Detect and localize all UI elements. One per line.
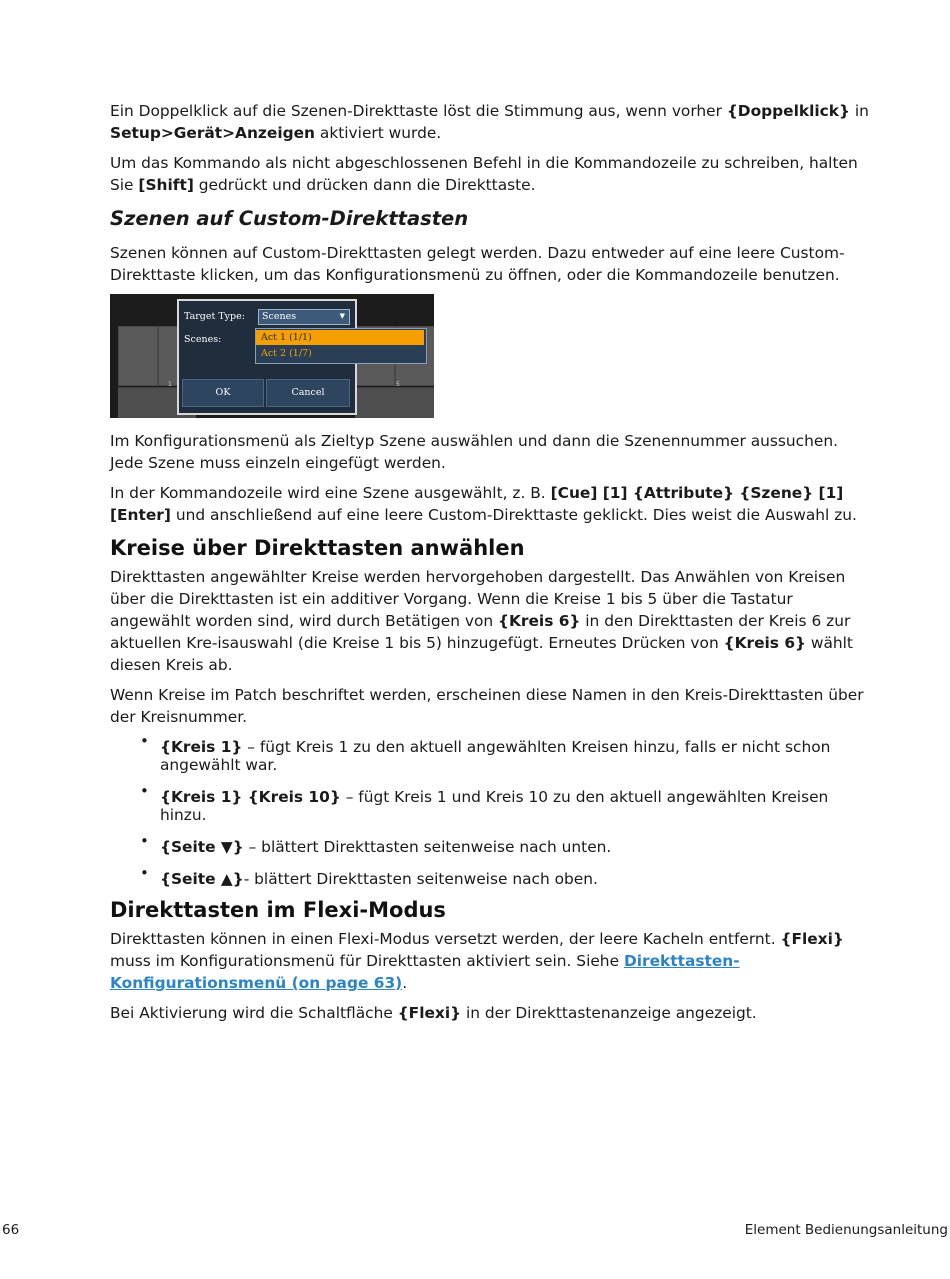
- paragraph-shift: Um das Kommando als nicht abgeschlossenen Befehl in die Kommandozeile zu schreiben, halten Sie [Shift] gedrückt und drücken dann die Direkttaste.: [110, 154, 858, 194]
- paragraph-patch-labels: Wenn Kreise im Patch beschriftet werden, erscheinen diese Namen in den Kreis-Direkttasten über der Kreisnummer.: [110, 686, 864, 726]
- list-item: • {Kreis 1} – fügt Kreis 1 zu den aktuell angewählten Kreisen hinzu, falls er nicht schon angewählt war.: [140, 732, 831, 774]
- heading-select-channels: Kreise über Direkttasten anwählen: [110, 536, 525, 560]
- tile-number: 5: [396, 381, 400, 388]
- bullet-icon: •: [140, 732, 149, 750]
- page-content: [110, 100, 874, 1032]
- tile: [118, 326, 158, 386]
- list-item: • {Seite ▼} – blättert Direkttasten seitenweise nach unten.: [140, 832, 612, 856]
- dropdown-caret-icon: ▼: [339, 312, 345, 320]
- list-item: • {Seite ▲}- blättert Direkttasten seitenweise nach oben.: [140, 864, 598, 888]
- heading-flexi-mode: Direkttasten im Flexi-Modus: [110, 898, 446, 922]
- examples-list: [110, 732, 874, 888]
- scene-option-act-2[interactable]: Act 2 (1/7): [261, 348, 312, 359]
- scenes-label: Scenes:: [184, 334, 222, 345]
- target-type-value: Scenes: [262, 311, 297, 322]
- bullet-icon: •: [140, 832, 149, 850]
- document-title: Element Bedienungsanleitung: [744, 1222, 948, 1238]
- paragraph-flexi: Direkttasten können in einen Flexi-Modus versetzt werden, der leere Kacheln entfernt. {Flexi} muss im Konfigurationsmenü für Direkttasten aktiviert sein. Siehe Direkttasten-Konfigurationsmenü (on page 63).: [110, 930, 844, 992]
- paragraph-custom-intro: Szenen können auf Custom-Direkttasten gelegt werden. Dazu entweder auf eine leere Custom-Direkttaste klicken, um das Konfigurationsmenü zu öffnen, oder die Kommandozeile benutzen.: [110, 244, 845, 284]
- config-menu-link[interactable]: Direkttasten-Konfigurationsmenü (on page 63): [110, 952, 740, 992]
- tile: [355, 387, 434, 418]
- target-type-select[interactable]: [258, 309, 350, 325]
- paragraph-config-menu: Im Konfigurationsmenü als Zieltyp Szene auswählen und dann die Szenennummer aussuchen. Jede Szene muss einzeln eingefügt werden.: [110, 432, 839, 472]
- paragraph-channel-selection: Direkttasten angewählter Kreise werden hervorgehoben dargestellt. Das Anwählen von Kreisen über die Direkttasten ist ein additiver Vorgang. Wenn die Kreise 1 bis 5 über die Tastatur angewählt worden sind, wird durch Betätigen von {Kreis 6} in den Direkttasten der Kreis 6 zur aktuellen Kre-isauswahl (die Kreise 1 bis 5) hinzugefügt. Erneutes Drücken von {Kreis 6} wählt diesen Kreis ab.: [110, 568, 853, 674]
- paragraph-doubleclick: Ein Doppelklick auf die Szenen-Direkttaste löst die Stimmung aus, wenn vorher {Doppelklick} in Setup>Gerät>Anzeigen aktiviert wurde.: [110, 102, 869, 142]
- tile-number: 1: [168, 381, 172, 388]
- heading-custom-direct-selects: Szenen auf Custom-Direkttasten: [110, 207, 469, 230]
- paragraph-flexi-button: Bei Aktivierung wird die Schaltfläche {Flexi} in der Direkttastenanzeige angezeigt.: [110, 1004, 757, 1022]
- config-menu-screenshot: [110, 294, 434, 418]
- list-item: • {Kreis 1} {Kreis 10} – fügt Kreis 1 und Kreis 10 zu den aktuell angewählten Kreisen hinzu.: [140, 782, 829, 824]
- scenes-dropdown-list: [255, 328, 427, 364]
- target-type-label: Target Type:: [184, 311, 245, 322]
- paragraph-command-line: In der Kommandozeile wird eine Szene ausgewählt, z. B. [Cue] [1] {Attribute} {Szene} [1] [Enter] und anschließend auf eine leere Custom-Direkttaste geklickt. Dies weist die Auswahl zu.: [110, 484, 857, 524]
- scene-option-act-1[interactable]: Act 1 (1/1): [256, 330, 424, 345]
- page-number: 66: [2, 1222, 20, 1238]
- cancel-button[interactable]: Cancel: [266, 379, 350, 407]
- ok-button[interactable]: OK: [182, 379, 264, 407]
- bullet-icon: •: [140, 782, 149, 800]
- bullet-icon: •: [140, 864, 149, 882]
